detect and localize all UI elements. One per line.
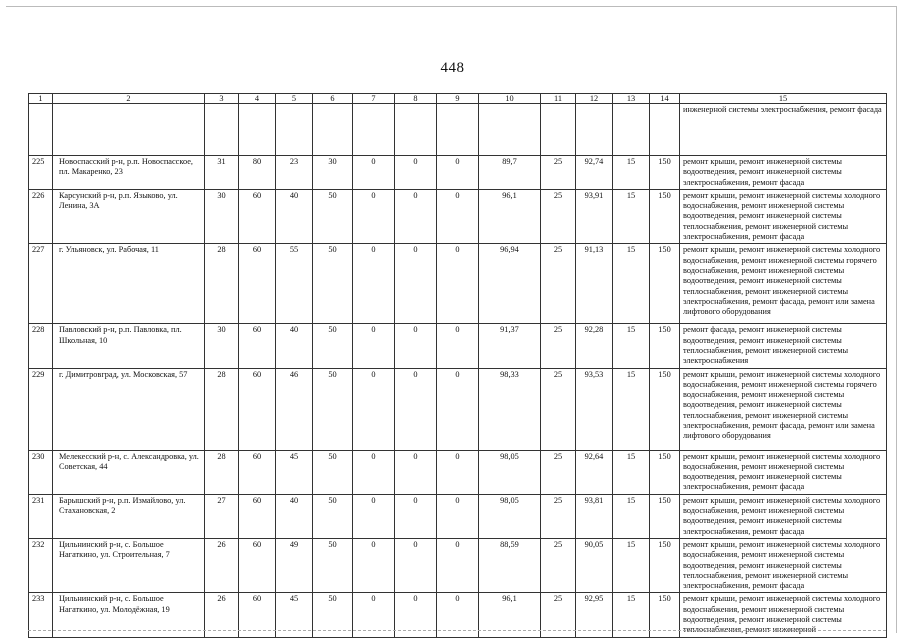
value-cell: 15 [613,450,650,494]
value-cell: 25 [541,324,576,368]
value-cell: 0 [353,494,395,538]
row-number-cell: 229 [29,368,53,450]
value-cell: 40 [276,189,313,243]
value-cell: 60 [239,593,276,637]
value-cell: 0 [395,324,437,368]
value-cell: 25 [541,368,576,450]
works-cell: ремонт крыши, ремонт инженерной системы холодного водоснабжения, ремонт инженерной системы водоотведения, ремонт инженерной системы теплоснабжения, ремонт инженерной системы электроснабжения, ремонт фасада [680,538,887,592]
page-bottom-edge [28,630,886,632]
column-header: 12 [576,94,613,104]
value-cell: 28 [205,450,239,494]
row-number-cell: 225 [29,156,53,190]
value-cell: 0 [353,189,395,243]
value-cell: 25 [541,244,576,324]
value-cell: 150 [650,244,680,324]
value-cell: 93,91 [576,189,613,243]
address-cell: Мелекесский р-н, с. Александровка, ул. Советская, 44 [53,450,205,494]
column-header: 10 [479,94,541,104]
value-cell: 30 [313,156,353,190]
value-cell: 26 [205,538,239,592]
value-cell: 93,53 [576,368,613,450]
value-cell: 0 [395,189,437,243]
table-row [29,450,887,494]
value-cell [479,104,541,156]
value-cell: 25 [541,538,576,592]
value-cell: 91,37 [479,324,541,368]
value-cell: 150 [650,368,680,450]
value-cell: 60 [239,368,276,450]
value-cell: 0 [353,156,395,190]
value-cell: 0 [437,156,479,190]
value-cell: 150 [650,494,680,538]
value-cell: 96,1 [479,593,541,637]
value-cell [353,104,395,156]
value-cell [239,104,276,156]
value-cell [650,104,680,156]
row-number-cell: 232 [29,538,53,592]
value-cell: 28 [205,368,239,450]
value-cell: 40 [276,494,313,538]
works-cell: ремонт крыши, ремонт инженерной системы холодного водоснабжения, ремонт инженерной системы водоотведения, ремонт инженерной системы электроснабжения, ремонт фасада [680,450,887,494]
value-cell: 0 [437,593,479,637]
value-cell: 150 [650,189,680,243]
value-cell: 0 [353,324,395,368]
value-cell: 96,94 [479,244,541,324]
table-row [29,494,887,538]
table-row [29,324,887,368]
table-row [29,538,887,592]
value-cell: 150 [650,156,680,190]
page-number: 448 [440,60,465,76]
column-header: 15 [680,94,887,104]
value-cell: 27 [205,494,239,538]
value-cell: 93,81 [576,494,613,538]
value-cell: 150 [650,324,680,368]
value-cell: 40 [276,324,313,368]
value-cell: 30 [205,324,239,368]
value-cell: 30 [205,189,239,243]
value-cell: 50 [313,244,353,324]
row-number-cell: 227 [29,244,53,324]
column-header: 14 [650,94,680,104]
value-cell: 28 [205,244,239,324]
works-cell: ремонт крыши, ремонт инженерной системы холодного водоснабжения, ремонт инженерной системы водоотведения, ремонт инженерной системы теплоснабжения, ремонт инженерной [680,593,887,637]
value-cell: 0 [395,538,437,592]
value-cell: 26 [205,593,239,637]
header-row [29,94,887,104]
value-cell [613,104,650,156]
value-cell: 60 [239,450,276,494]
value-cell: 98,33 [479,368,541,450]
value-cell: 50 [313,593,353,637]
value-cell: 25 [541,494,576,538]
value-cell: 150 [650,593,680,637]
value-cell: 0 [437,368,479,450]
value-cell [205,104,239,156]
value-cell: 60 [239,324,276,368]
value-cell: 96,1 [479,189,541,243]
address-cell: г. Димитровград, ул. Московская, 57 [53,368,205,450]
value-cell: 60 [239,538,276,592]
value-cell: 89,7 [479,156,541,190]
value-cell: 92,28 [576,324,613,368]
value-cell: 0 [395,156,437,190]
value-cell: 46 [276,368,313,450]
column-header: 7 [353,94,395,104]
address-cell: г. Ульяновск, ул. Рабочая, 11 [53,244,205,324]
value-cell [576,104,613,156]
value-cell: 0 [353,368,395,450]
table-body [29,104,887,638]
column-header: 13 [613,94,650,104]
table-row [29,244,887,324]
column-header: 1 [29,94,53,104]
column-header: 9 [437,94,479,104]
value-cell: 80 [239,156,276,190]
value-cell: 15 [613,494,650,538]
value-cell: 0 [353,244,395,324]
value-cell: 0 [353,450,395,494]
value-cell: 98,05 [479,494,541,538]
works-cell: ремонт фасада, ремонт инженерной системы водоотведения, ремонт инженерной системы теплоснабжения, ремонт инженерной системы электроснабжения [680,324,887,368]
value-cell: 50 [313,538,353,592]
column-header: 2 [53,94,205,104]
address-cell: Цильнинский р-н, с. Большое Нагаткино, ул. Молодёжная, 19 [53,593,205,637]
column-header: 3 [205,94,239,104]
column-header: 5 [276,94,313,104]
value-cell: 15 [613,368,650,450]
value-cell: 49 [276,538,313,592]
value-cell: 92,95 [576,593,613,637]
table-row [29,156,887,190]
works-cell: инженерной системы электроснабжения, ремонт фасада [680,104,887,156]
value-cell: 15 [613,244,650,324]
row-number-cell: 231 [29,494,53,538]
value-cell: 50 [313,324,353,368]
value-cell: 25 [541,593,576,637]
column-header: 8 [395,94,437,104]
repair-table [28,93,887,638]
works-cell: ремонт крыши, ремонт инженерной системы холодного водоснабжения, ремонт инженерной системы водоотведения, ремонт инженерной системы теплоснабжения, ремонт инженерной системы электроснабжения, ремонт фасада [680,189,887,243]
column-header: 6 [313,94,353,104]
row-number-cell: 230 [29,450,53,494]
value-cell: 60 [239,244,276,324]
value-cell: 0 [395,593,437,637]
value-cell: 25 [541,156,576,190]
value-cell: 0 [437,244,479,324]
value-cell: 50 [313,450,353,494]
value-cell: 15 [613,538,650,592]
value-cell: 0 [437,450,479,494]
row-number-cell: 226 [29,189,53,243]
works-cell: ремонт крыши, ремонт инженерной системы холодного водоснабжения, ремонт инженерной системы водоотведения, ремонт инженерной системы электроснабжения, ремонт фасада [680,494,887,538]
address-cell: Павловский р-н, р.п. Павловка, пл. Школьная, 10 [53,324,205,368]
value-cell: 45 [276,450,313,494]
value-cell: 0 [353,593,395,637]
value-cell: 25 [541,450,576,494]
value-cell: 50 [313,368,353,450]
value-cell [276,104,313,156]
value-cell: 92,64 [576,450,613,494]
value-cell: 25 [541,189,576,243]
address-cell [53,104,205,156]
value-cell: 0 [395,244,437,324]
value-cell: 0 [395,494,437,538]
row-number-cell: 233 [29,593,53,637]
works-cell: ремонт крыши, ремонт инженерной системы холодного водоснабжения, ремонт инженерной системы горячего водоснабжения, ремонт инженерной системы водоотведения, ремонт инженерной системы теплоснабжения, ремонт инженерной системы электроснабжения, ремонт фасада, ремонт или замена лифтового оборудования [680,244,887,324]
value-cell: 45 [276,593,313,637]
value-cell: 31 [205,156,239,190]
value-cell: 60 [239,189,276,243]
value-cell: 92,74 [576,156,613,190]
value-cell: 150 [650,450,680,494]
value-cell: 55 [276,244,313,324]
row-number-cell: 228 [29,324,53,368]
value-cell: 15 [613,156,650,190]
value-cell: 90,05 [576,538,613,592]
value-cell: 0 [353,538,395,592]
address-cell: Цильнинский р-н, с. Большое Нагаткино, ул. Строительная, 7 [53,538,205,592]
value-cell: 50 [313,494,353,538]
value-cell [541,104,576,156]
address-cell: Карсунский р-н, р.п. Языково, ул. Ленина, 3А [53,189,205,243]
value-cell: 0 [437,324,479,368]
value-cell: 50 [313,189,353,243]
value-cell [313,104,353,156]
column-header: 11 [541,94,576,104]
value-cell: 15 [613,324,650,368]
row-number-cell [29,104,53,156]
column-header: 4 [239,94,276,104]
address-cell: Барышский р-н, р.п. Измайлово, ул. Стахановская, 2 [53,494,205,538]
table-row [29,104,887,156]
table-row [29,368,887,450]
value-cell: 0 [395,368,437,450]
value-cell: 150 [650,538,680,592]
works-cell: ремонт крыши, ремонт инженерной системы водоотведения, ремонт инженерной системы электроснабжения, ремонт фасада [680,156,887,190]
value-cell: 0 [437,189,479,243]
value-cell: 0 [437,494,479,538]
value-cell: 98,05 [479,450,541,494]
value-cell: 15 [613,593,650,637]
value-cell: 23 [276,156,313,190]
value-cell: 88,59 [479,538,541,592]
value-cell: 0 [395,450,437,494]
table-row [29,189,887,243]
value-cell: 91,13 [576,244,613,324]
value-cell: 60 [239,494,276,538]
value-cell: 0 [437,538,479,592]
value-cell [395,104,437,156]
address-cell: Новоспасский р-н, р.п. Новоспасское, пл. Макаренко, 23 [53,156,205,190]
value-cell [437,104,479,156]
works-cell: ремонт крыши, ремонт инженерной системы холодного водоснабжения, ремонт инженерной системы горячего водоснабжения, ремонт инженерной системы водоотведения, ремонт инженерной системы теплоснабжения, ремонт инженерной системы электроснабжения, ремонт фасада, ремонт или замена лифтового оборудования [680,368,887,450]
value-cell: 15 [613,189,650,243]
